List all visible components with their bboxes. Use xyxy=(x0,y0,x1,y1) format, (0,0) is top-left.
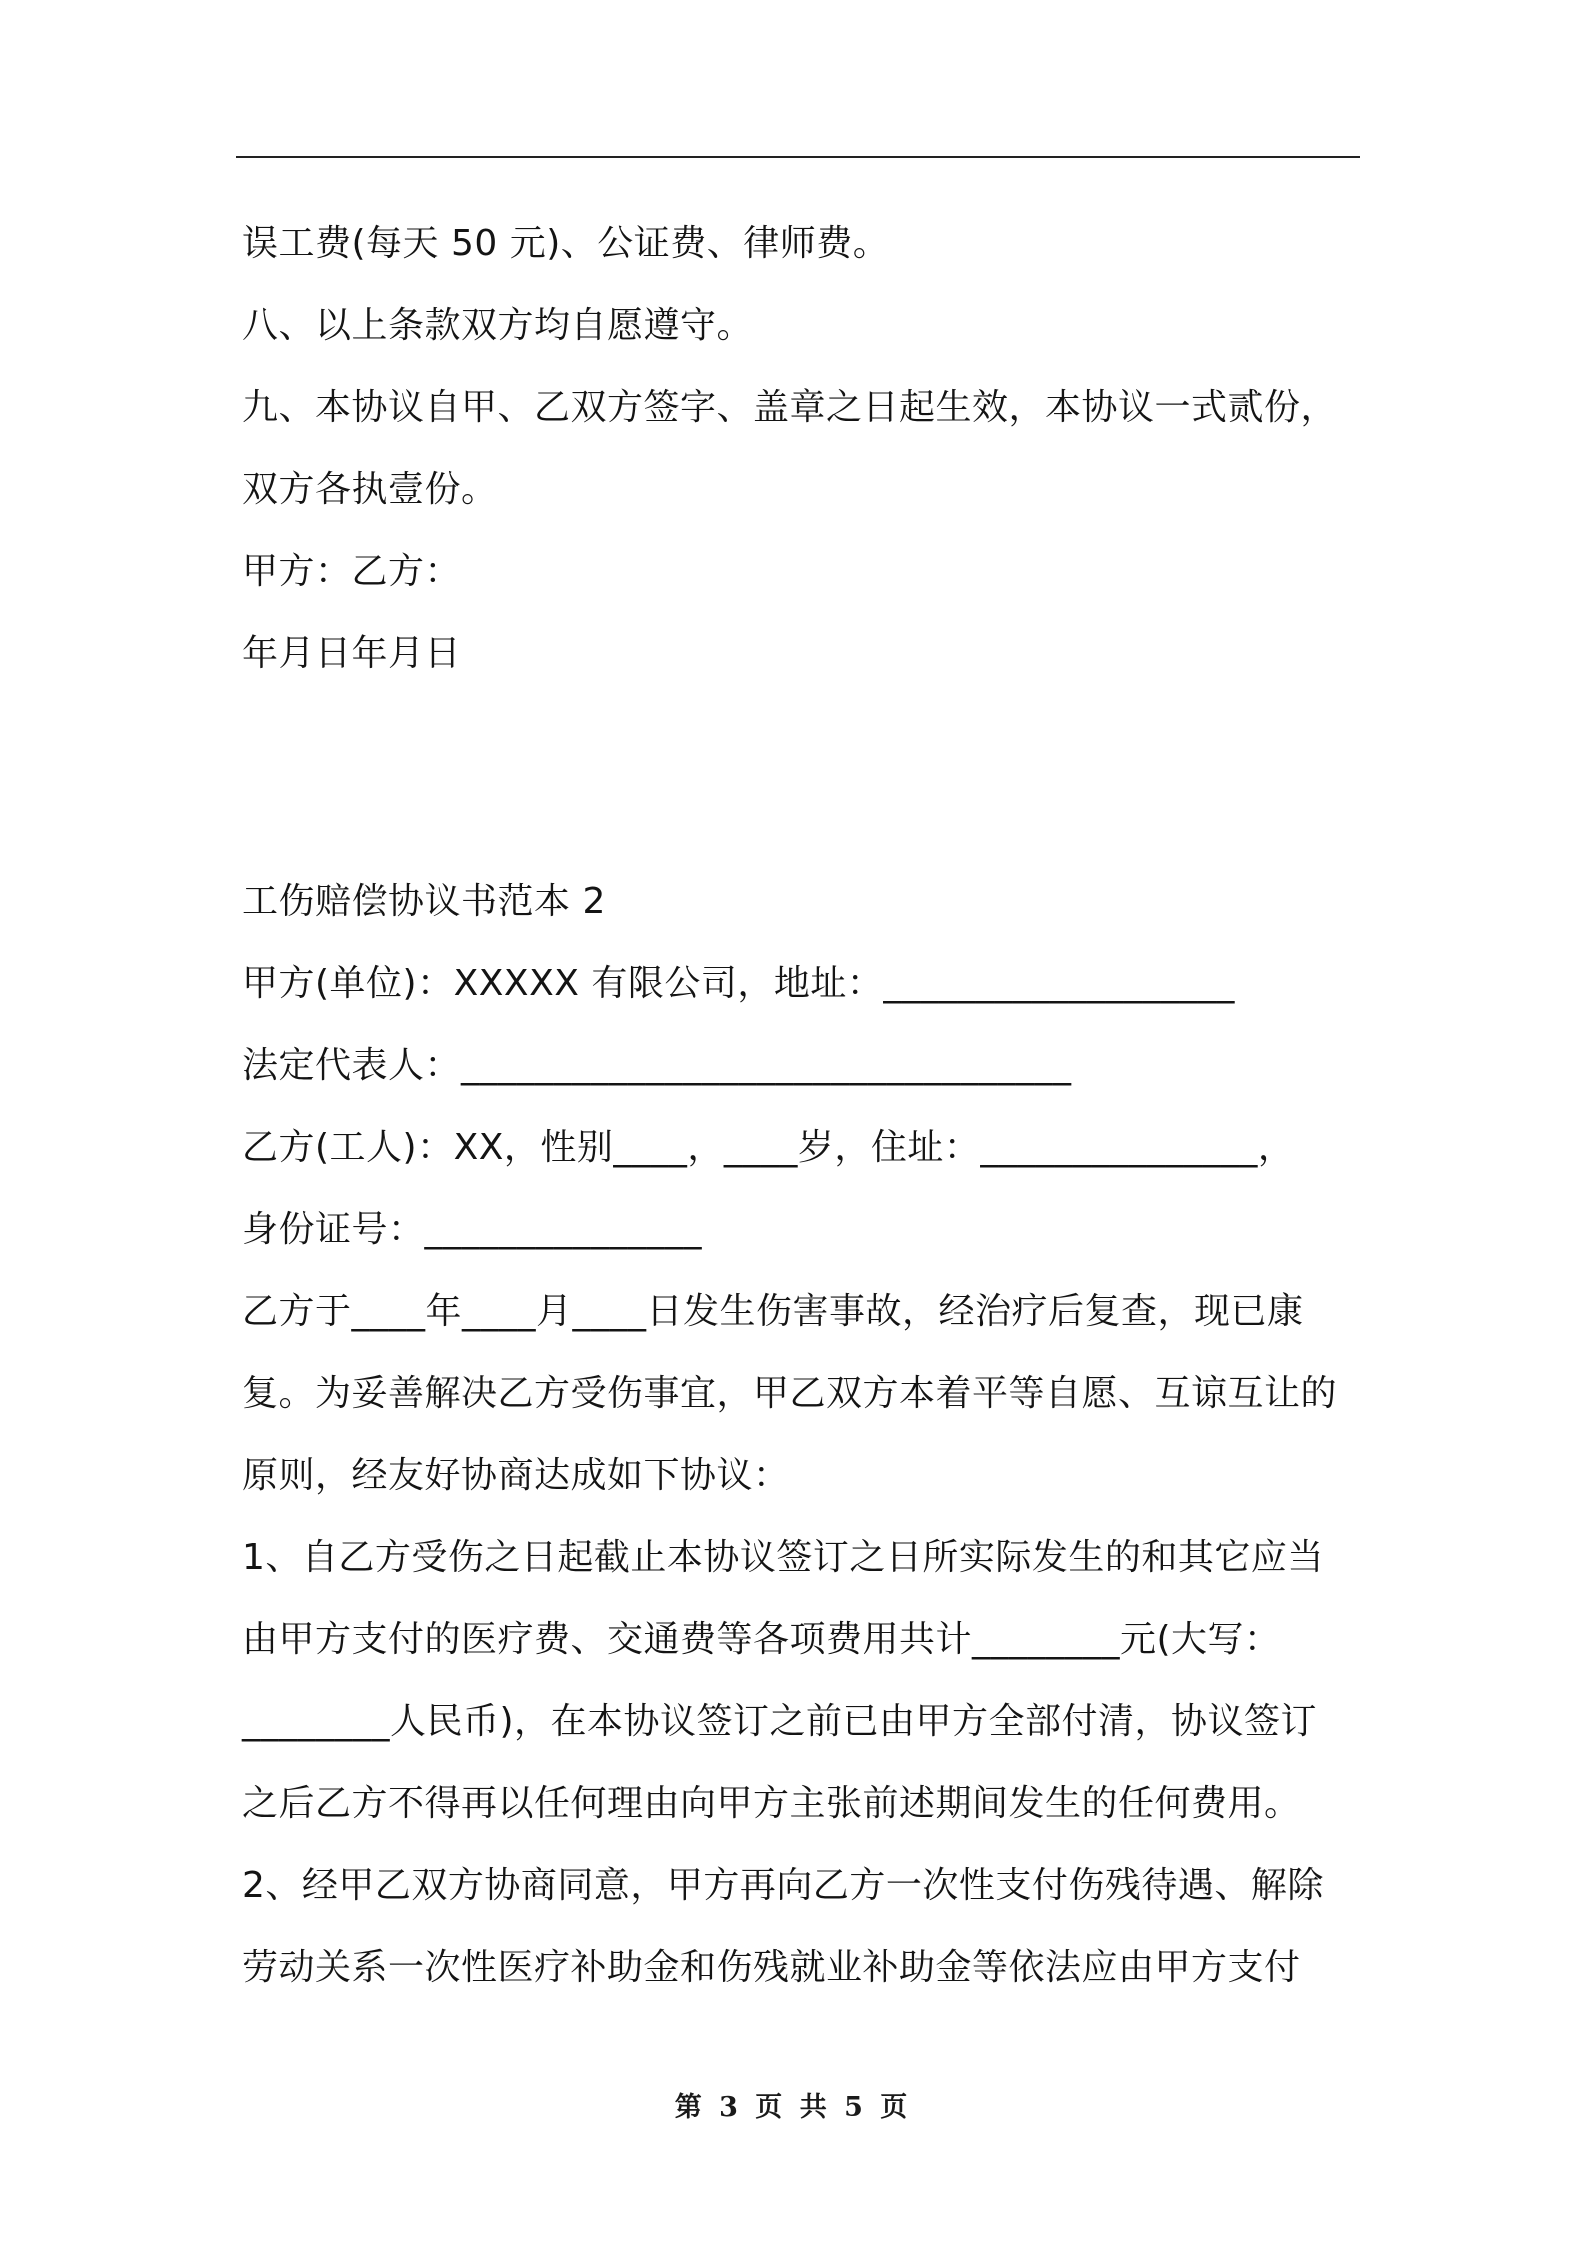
text-line: 法定代表人：_________________________________ xyxy=(242,1045,1072,1086)
section-spacer xyxy=(242,695,1362,861)
page-number: 第 3 页 共 5 页 xyxy=(674,2092,912,2123)
text-line: 2、经甲乙双方协商同意，甲方再向乙方一次性支付伤残待遇、解除 xyxy=(242,1865,1324,1906)
signature-line: 甲方：乙方： xyxy=(242,551,462,592)
document-body xyxy=(242,203,1362,2009)
text-line: 九、本协议自甲、乙双方签字、盖章之日起生效，本协议一式贰份， xyxy=(242,387,1338,428)
section-title: 工伤赔偿协议书范本 2 xyxy=(242,881,606,922)
text-line: 误工费(每天 50 元)、公证费、律师费。 xyxy=(242,223,890,264)
header-rule xyxy=(236,156,1360,158)
text-line: 八、以上条款双方均自愿遵守。 xyxy=(242,305,754,346)
text-line: ________人民币)，在本协议签订之前已由甲方全部付清，协议签订 xyxy=(242,1701,1318,1742)
text-line: 由甲方支付的医疗费、交通费等各项费用共计________元(大写： xyxy=(242,1619,1281,1660)
text-line: 甲方(单位)：XXXXX 有限公司，地址：___________________ xyxy=(242,963,1235,1004)
date-line: 年月日年月日 xyxy=(242,633,462,674)
text-line: 身份证号：_______________ xyxy=(242,1209,703,1250)
text-line: 复。为妥善解决乙方受伤事宜，甲乙双方本着平等自愿、互谅互让的 xyxy=(242,1373,1338,1414)
text-line: 劳动关系一次性医疗补助金和伤残就业补助金等依法应由甲方支付 xyxy=(242,1947,1301,1988)
text-line: 1、自乙方受伤之日起截止本协议签订之日所实际发生的和其它应当 xyxy=(242,1537,1324,1578)
text-line: 原则，经友好协商达成如下协议： xyxy=(242,1455,790,1496)
text-line: 乙方(工人)：XX，性别____，____岁，住址：_______________， xyxy=(242,1127,1295,1168)
text-line: 乙方于____年____月____日发生伤害事故，经治疗后复查，现已康 xyxy=(242,1291,1304,1332)
text-line: 之后乙方不得再以任何理由向甲方主张前述期间发生的任何费用。 xyxy=(242,1783,1301,1824)
text-line: 双方各执壹份。 xyxy=(242,469,498,510)
